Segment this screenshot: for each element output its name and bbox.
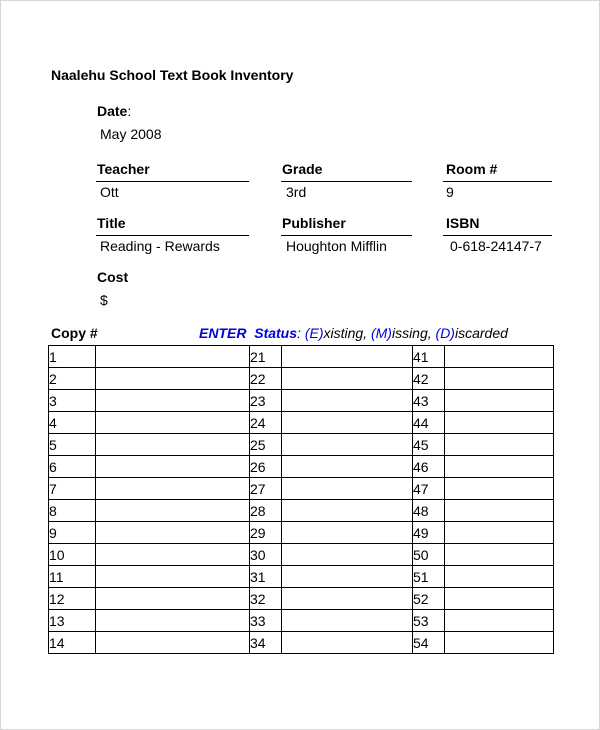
copy-number-cell: 50 bbox=[413, 544, 445, 566]
status-entry-cell[interactable] bbox=[282, 346, 413, 368]
copy-number-cell: 45 bbox=[413, 434, 445, 456]
table-row bbox=[49, 368, 554, 390]
status-entry-cell[interactable] bbox=[96, 368, 250, 390]
table-row bbox=[49, 478, 554, 500]
copy-number-cell: 29 bbox=[250, 522, 282, 544]
copy-number-cell: 13 bbox=[49, 610, 96, 632]
table-row bbox=[49, 610, 554, 632]
status-entry-cell[interactable] bbox=[282, 632, 413, 654]
copy-number-cell: 25 bbox=[250, 434, 282, 456]
status-entry-cell[interactable] bbox=[445, 610, 554, 632]
copy-number-cell: 47 bbox=[413, 478, 445, 500]
cost-value: $ bbox=[100, 292, 108, 308]
status-entry-cell[interactable] bbox=[445, 478, 554, 500]
date-label: Date: bbox=[97, 103, 132, 119]
isbn-label: ISBN bbox=[446, 215, 480, 231]
teacher-label: Teacher bbox=[97, 161, 150, 177]
copy-number-cell: 9 bbox=[49, 522, 96, 544]
grade-label: Grade bbox=[282, 161, 323, 177]
copy-number-cell: 46 bbox=[413, 456, 445, 478]
status-entry-cell[interactable] bbox=[282, 478, 413, 500]
copy-number-cell: 2 bbox=[49, 368, 96, 390]
cost-label: Cost bbox=[97, 269, 129, 285]
status-entry-cell[interactable] bbox=[282, 390, 413, 412]
copy-number-cell: 23 bbox=[250, 390, 282, 412]
status-entry-cell[interactable] bbox=[282, 434, 413, 456]
copy-number-cell: 54 bbox=[413, 632, 445, 654]
copy-number-cell: 32 bbox=[250, 588, 282, 610]
copy-number-cell: 8 bbox=[49, 500, 96, 522]
room-underline bbox=[443, 181, 552, 182]
status-entry-cell[interactable] bbox=[445, 522, 554, 544]
status-entry-cell[interactable] bbox=[282, 412, 413, 434]
table-row bbox=[49, 632, 554, 654]
document-title: Naalehu School Text Book Inventory bbox=[51, 67, 294, 83]
status-entry-cell[interactable] bbox=[96, 522, 250, 544]
copy-number-cell: 34 bbox=[250, 632, 282, 654]
book-title-value: Reading - Rewards bbox=[100, 238, 220, 254]
status-entry-cell[interactable] bbox=[96, 390, 250, 412]
status-entry-cell[interactable] bbox=[445, 346, 554, 368]
copy-number-cell: 33 bbox=[250, 610, 282, 632]
copy-number-cell: 28 bbox=[250, 500, 282, 522]
date-value: May 2008 bbox=[100, 126, 162, 142]
status-entry-cell[interactable] bbox=[445, 588, 554, 610]
table-row bbox=[49, 500, 554, 522]
status-entry-cell[interactable] bbox=[282, 610, 413, 632]
copy-number-cell: 53 bbox=[413, 610, 445, 632]
status-entry-cell[interactable] bbox=[96, 346, 250, 368]
copy-number-cell: 11 bbox=[49, 566, 96, 588]
copy-number-cell: 3 bbox=[49, 390, 96, 412]
copy-number-cell: 10 bbox=[49, 544, 96, 566]
status-entry-cell[interactable] bbox=[282, 500, 413, 522]
copy-number-cell: 21 bbox=[250, 346, 282, 368]
copy-number-cell: 49 bbox=[413, 522, 445, 544]
status-entry-cell[interactable] bbox=[282, 588, 413, 610]
copy-number-cell: 12 bbox=[49, 588, 96, 610]
copy-number-cell: 7 bbox=[49, 478, 96, 500]
status-entry-cell[interactable] bbox=[96, 500, 250, 522]
copy-number-cell: 30 bbox=[250, 544, 282, 566]
copy-number-cell: 14 bbox=[49, 632, 96, 654]
teacher-underline bbox=[96, 181, 249, 182]
copy-number-cell: 6 bbox=[49, 456, 96, 478]
isbn-value: 0-618-24147-7 bbox=[450, 238, 542, 254]
copy-number-cell: 27 bbox=[250, 478, 282, 500]
table-row bbox=[49, 544, 554, 566]
publisher-underline bbox=[281, 235, 412, 236]
publisher-value: Houghton Mifflin bbox=[286, 238, 387, 254]
copy-number-cell: 4 bbox=[49, 412, 96, 434]
copy-number-cell: 1 bbox=[49, 346, 96, 368]
teacher-value: Ott bbox=[100, 184, 119, 200]
table-row bbox=[49, 566, 554, 588]
status-entry-cell[interactable] bbox=[96, 434, 250, 456]
table-row bbox=[49, 390, 554, 412]
room-label: Room # bbox=[446, 161, 498, 177]
status-entry-cell[interactable] bbox=[445, 456, 554, 478]
inventory-table bbox=[48, 345, 554, 654]
table-row bbox=[49, 434, 554, 456]
status-entry-cell[interactable] bbox=[445, 434, 554, 456]
copy-number-cell: 48 bbox=[413, 500, 445, 522]
book-title-underline bbox=[96, 235, 249, 236]
copy-number-cell: 44 bbox=[413, 412, 445, 434]
table-row bbox=[49, 346, 554, 368]
status-entry-cell[interactable] bbox=[445, 632, 554, 654]
status-entry-cell[interactable] bbox=[282, 368, 413, 390]
grade-value: 3rd bbox=[286, 184, 307, 200]
copy-number-cell: 42 bbox=[413, 368, 445, 390]
copy-number-cell: 22 bbox=[250, 368, 282, 390]
status-entry-cell[interactable] bbox=[96, 566, 250, 588]
book-title-label: Title bbox=[97, 215, 126, 231]
status-entry-cell[interactable] bbox=[445, 544, 554, 566]
status-entry-cell[interactable] bbox=[282, 544, 413, 566]
status-entry-cell[interactable] bbox=[96, 610, 250, 632]
status-entry-cell[interactable] bbox=[96, 412, 250, 434]
copy-number-cell: 5 bbox=[49, 434, 96, 456]
table-row bbox=[49, 456, 554, 478]
copy-number-cell: 41 bbox=[413, 346, 445, 368]
status-entry-cell[interactable] bbox=[445, 412, 554, 434]
copy-number-cell: 52 bbox=[413, 588, 445, 610]
status-entry-cell[interactable] bbox=[445, 500, 554, 522]
isbn-underline bbox=[443, 235, 552, 236]
publisher-label: Publisher bbox=[282, 215, 346, 231]
copy-number-cell: 24 bbox=[250, 412, 282, 434]
table-row bbox=[49, 588, 554, 610]
status-entry-cell[interactable] bbox=[96, 544, 250, 566]
status-entry-cell[interactable] bbox=[96, 588, 250, 610]
status-entry-cell[interactable] bbox=[445, 368, 554, 390]
status-entry-cell[interactable] bbox=[96, 478, 250, 500]
copy-number-cell: 31 bbox=[250, 566, 282, 588]
status-entry-cell[interactable] bbox=[282, 522, 413, 544]
status-entry-cell[interactable] bbox=[445, 566, 554, 588]
copy-number-cell: 26 bbox=[250, 456, 282, 478]
status-entry-cell[interactable] bbox=[282, 566, 413, 588]
copy-number-cell: 43 bbox=[413, 390, 445, 412]
status-entry-cell[interactable] bbox=[282, 456, 413, 478]
grade-underline bbox=[281, 181, 412, 182]
status-legend: ENTER Status: (E)xisting, (M)issing, (D)iscarded bbox=[199, 325, 508, 341]
status-entry-cell[interactable] bbox=[96, 456, 250, 478]
status-entry-cell[interactable] bbox=[96, 632, 250, 654]
room-value: 9 bbox=[446, 184, 454, 200]
copy-number-header: Copy # bbox=[51, 325, 98, 341]
status-entry-cell[interactable] bbox=[445, 390, 554, 412]
copy-number-cell: 51 bbox=[413, 566, 445, 588]
table-row bbox=[49, 522, 554, 544]
table-row bbox=[49, 412, 554, 434]
